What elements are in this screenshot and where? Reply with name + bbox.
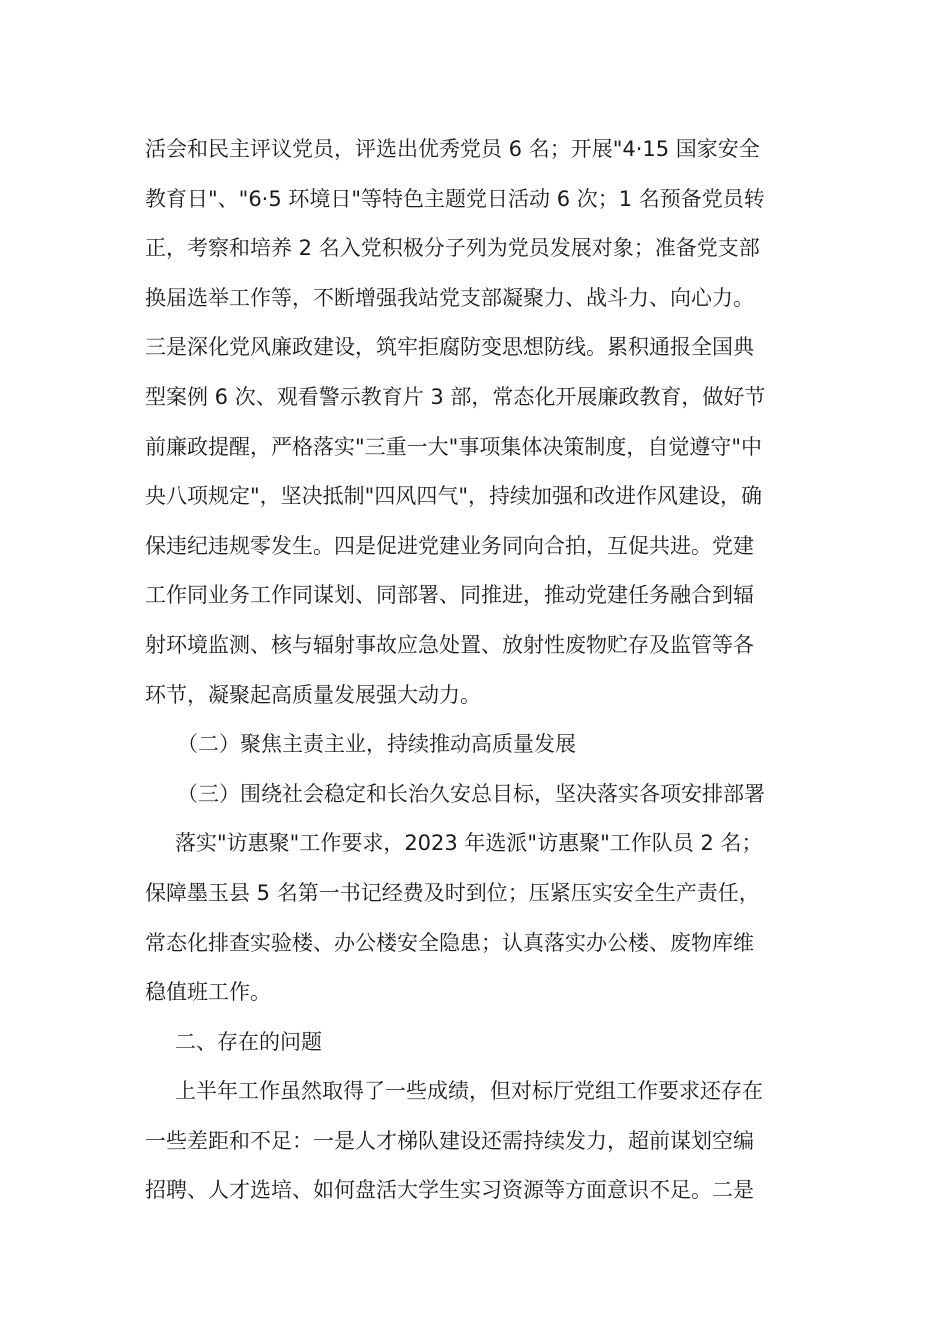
text-line: 常态化排查实验楼、办公楼安全隐患；认真落实办公楼、废物库维 xyxy=(145,930,754,955)
paragraph-start: 落实"访惠聚"工作要求，2023 年选派"访惠聚"工作队员 2 名； xyxy=(175,831,763,856)
text-line: 前廉政提醒，严格落实"三重一大"事项集体决策制度，自觉遵守"中 xyxy=(145,434,762,459)
paragraph-start: 上半年工作虽然取得了一些成绩，但对标厅党组工作要求还存在 xyxy=(175,1079,763,1104)
text-line: 保障墨玉县 5 名第一书记经费及时到位；压紧压实安全生产责任， xyxy=(145,880,760,905)
text-line: 活会和民主评议党员，评选出优秀党员 6 名；开展"4·15 国家安全 xyxy=(145,137,760,161)
text-line: 央八项规定"，坚决抵制"四风四气"，持续加强和改进作风建设，确 xyxy=(145,484,762,509)
text-line: 工作同业务工作同谋划、同部署、同推进，推动党建任务融合到辐 xyxy=(145,583,754,608)
section-heading-3: （三）围绕社会稳定和长治久安总目标，坚决落实各项安排部署 xyxy=(177,781,765,806)
text-line: 正，考察和培养 2 名入党积极分子列为党员发展对象；准备党支部 xyxy=(145,236,760,261)
text-line: 型案例 6 次、观看警示教育片 3 部，常态化开展廉政教育，做好节 xyxy=(145,384,766,409)
section-heading-problems: 二、存在的问题 xyxy=(175,1029,322,1054)
section-heading-2: （二）聚焦主责主业，持续推动高质量发展 xyxy=(177,732,576,757)
text-line: 射环境监测、核与辐射事故应急处置、放射性废物贮存及监管等各 xyxy=(145,632,754,657)
body-text xyxy=(145,125,813,1216)
text-line: 环节，凝聚起高质量发展强大动力。 xyxy=(145,682,481,707)
text-line: 三是深化党风廉政建设，筑牢拒腐防变思想防线。累积通报全国典 xyxy=(145,335,754,360)
text-line: 一些差距和不足：一是人才梯队建设还需持续发力，超前谋划空编 xyxy=(145,1128,754,1153)
text-line: 招聘、人才选培、如何盘活大学生实习资源等方面意识不足。二是 xyxy=(145,1178,754,1203)
text-line: 教育日"、"6·5 环境日"等特色主题党日活动 6 次；1 名预备党员转 xyxy=(145,186,765,211)
text-line: 保违纪违规零发生。四是促进党建业务同向合拍，互促共进。党建 xyxy=(145,533,754,558)
text-line: 换届选举工作等，不断增强我站党支部凝聚力、战斗力、向心力。 xyxy=(145,285,754,310)
text-line: 稳值班工作。 xyxy=(145,980,271,1005)
